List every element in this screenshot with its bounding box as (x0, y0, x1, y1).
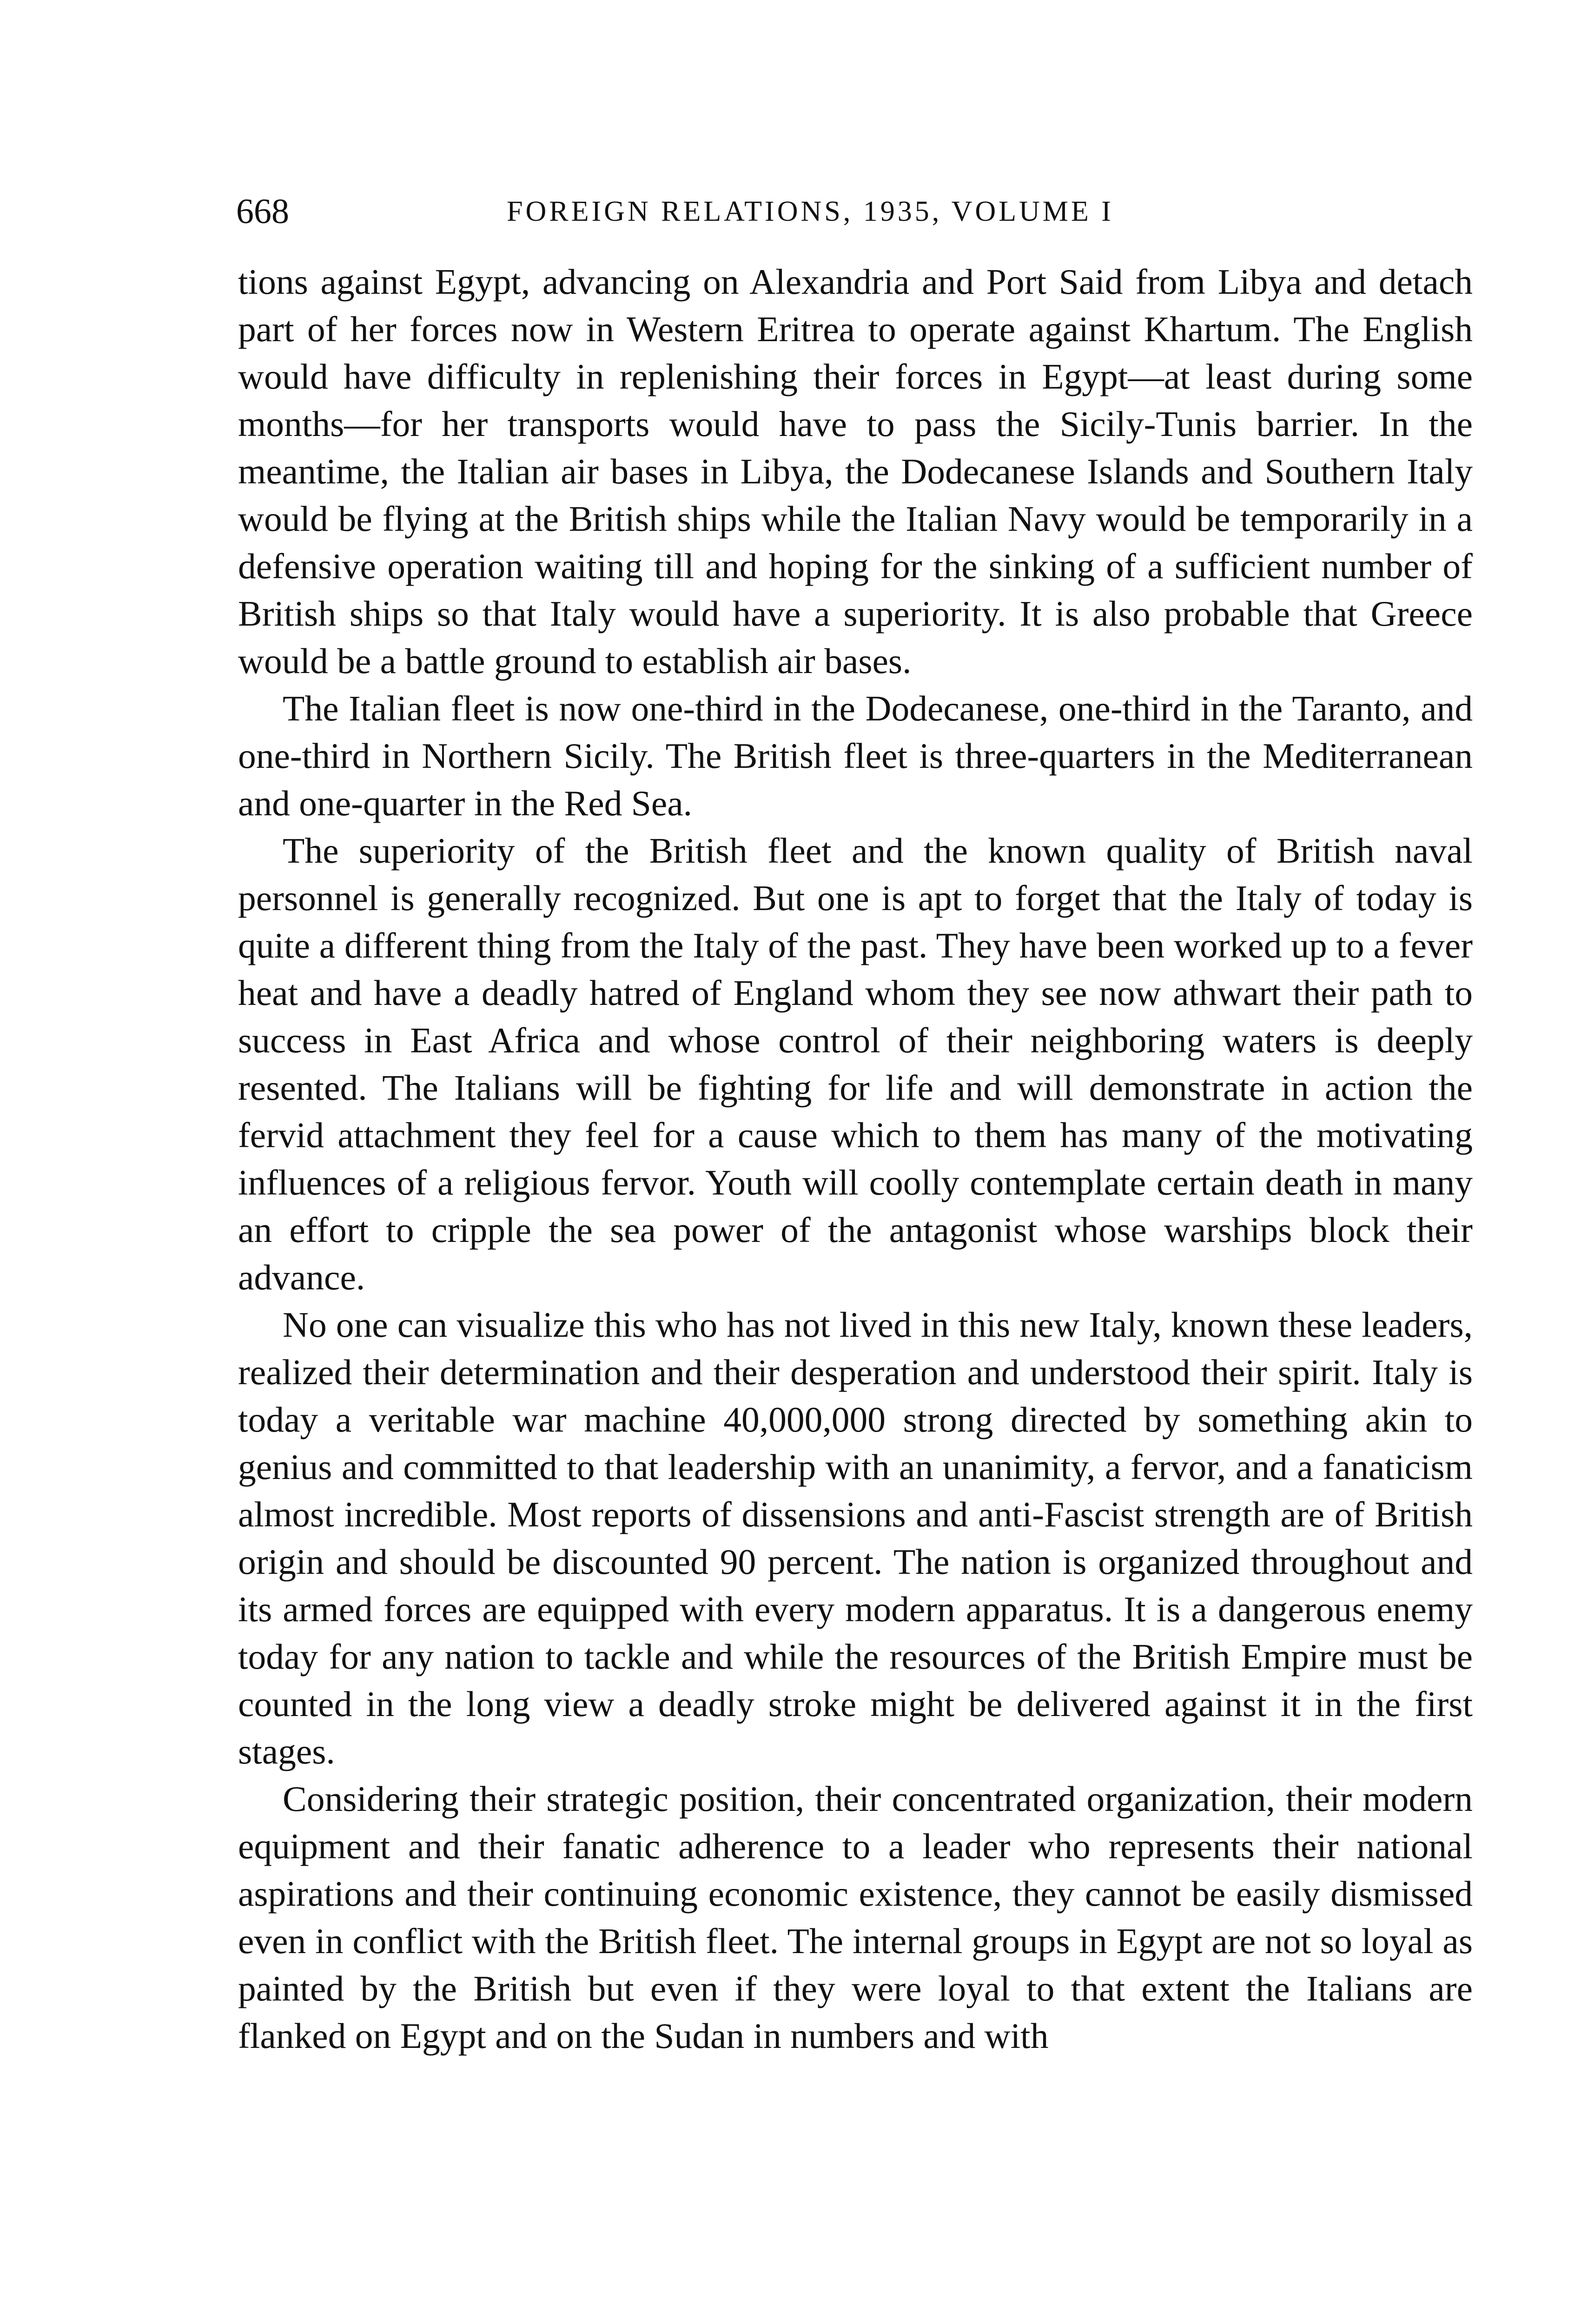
paragraph-british-superiority: The superiority of the British fleet and the known quality of British naval personnel is generally recognized. But one is apt to forget that the Italy of today is quite a different thing from the Italy of the past. They have been worked up to a fever heat and have a deadly hatred of England whom they see now athwart their path to success in East Africa and whose control of their neighboring waters is deeply resented. The Italians will be fighting for life and will demonstrate in action the fervid attachment they feel for a cause which to them has many of the motivating influences of a religious fervor. Youth will coolly contemplate certain death in many an effort to cripple the sea power of the antagonist whose warships block their advance. (238, 831, 1473, 1297)
paragraph-strategic-position: Considering their strategic position, their concentrated organization, their modern equipment and their fanatic adherence to a leader who represents their national aspirations and their continuing economic existence, they cannot be easily dismissed even in conflict with the British fleet. The internal groups in Egypt are not so loyal as painted by the British but even if they were loyal to that extent the Italians are flanked on Egypt and on the Sudan in numbers and with (238, 1779, 1473, 2056)
page-number: 668 (236, 192, 289, 231)
running-head-title: FOREIGN RELATIONS, 1935, VOLUME I (507, 196, 1114, 227)
paragraph-new-italy: No one can visualize this who has not lived in this new Italy, known these leaders, realized their determination and their desperation and understood their spirit. Italy is today a veritable war machine 40,000,000 strong directed by something akin to genius and committed to that leadership with an unanimity, a fervor, and a fanaticism almost incredible. Most reports of dissensions and anti-Fascist strength are of British origin and should be discounted 90 percent. The nation is organized throughout and its armed forces are equipped with every modern apparatus. It is a dangerous enemy today for any nation to tackle and while the resources of the British Empire must be counted in the long view a deadly stroke might be delivered against it in the first stages. (238, 1305, 1473, 1771)
running-head (236, 186, 1473, 237)
paragraph-continued: tions against Egypt, advancing on Alexandria and Port Said from Libya and detach part of her forces now in Western Eritrea to operate against Khartum. The English would have difficulty in replenishing their forces in Egypt—at least during some months—for her transports would have to pass the Sicily-Tunis barrier. In the meantime, the Italian air bases in Libya, the Dodecanese Islands and Southern Italy would be flying at the British ships while the Italian Navy would be temporarily in a defensive operation waiting till and hoping for the sinking of a sufficient number of British ships so that Italy would have a superiority. It is also probable that Greece would be a battle ground to establish air bases. (238, 262, 1473, 681)
paragraph-italian-fleet: The Italian fleet is now one-third in the Dodecanese, one-third in the Taranto, and one-third in Northern Sicily. The British fleet is three-quarters in the Mediterranean and one-quarter in the Red Sea. (238, 688, 1473, 823)
body-text (238, 258, 1473, 2060)
